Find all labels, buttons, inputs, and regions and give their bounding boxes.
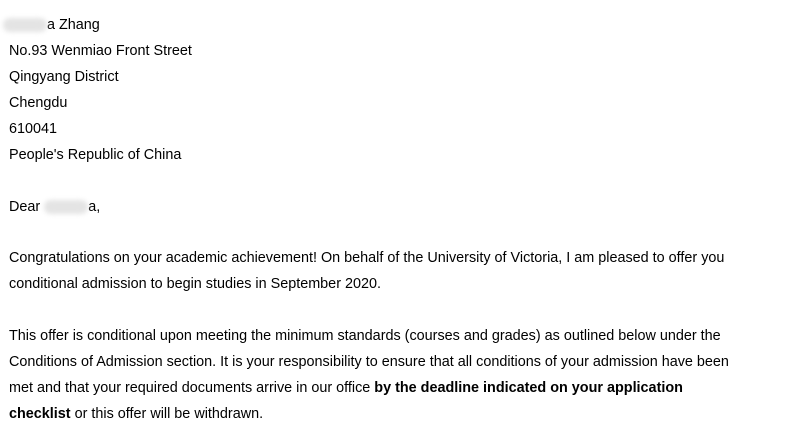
paragraph2-line3-text: met and that your required documents arrive in our office — [9, 380, 375, 396]
address-city: Chengdu — [9, 95, 68, 111]
paragraph2-line1: This offer is conditional upon meeting the minimum standards (courses and grades) as outlined below under the — [9, 328, 721, 344]
salutation-suffix: a, — [88, 199, 101, 215]
address-district: Qingyang District — [9, 69, 119, 85]
recipient-name — [9, 15, 100, 35]
salutation-prefix: Dear — [9, 199, 45, 215]
paragraph2-line3 — [9, 378, 683, 398]
address-street: No.93 Wenmiao Front Street — [9, 43, 192, 59]
paragraph2-line4 — [9, 404, 263, 424]
redacted-name-blur — [3, 18, 47, 32]
paragraph1-line1: Congratulations on your academic achievement! On behalf of the University of Victoria, I am pleased to offer you — [9, 250, 725, 266]
address-postcode: 610041 — [9, 121, 58, 137]
paragraph2-line2: Conditions of Admission section. It is your responsibility to ensure that all conditions of your admission have been — [9, 354, 729, 370]
deadline-emphasis: by the deadline indicated on your application — [374, 380, 683, 396]
address-country: People's Republic of China — [9, 147, 182, 163]
recipient-name-visible: a Zhang — [47, 17, 100, 33]
redacted-salutation-blur — [44, 200, 88, 214]
paragraph1-line2: conditional admission to begin studies in September 2020. — [9, 276, 381, 292]
paragraph2-line4-text: or this offer will be withdrawn. — [70, 406, 264, 422]
salutation — [9, 197, 100, 217]
checklist-emphasis: checklist — [9, 406, 71, 422]
